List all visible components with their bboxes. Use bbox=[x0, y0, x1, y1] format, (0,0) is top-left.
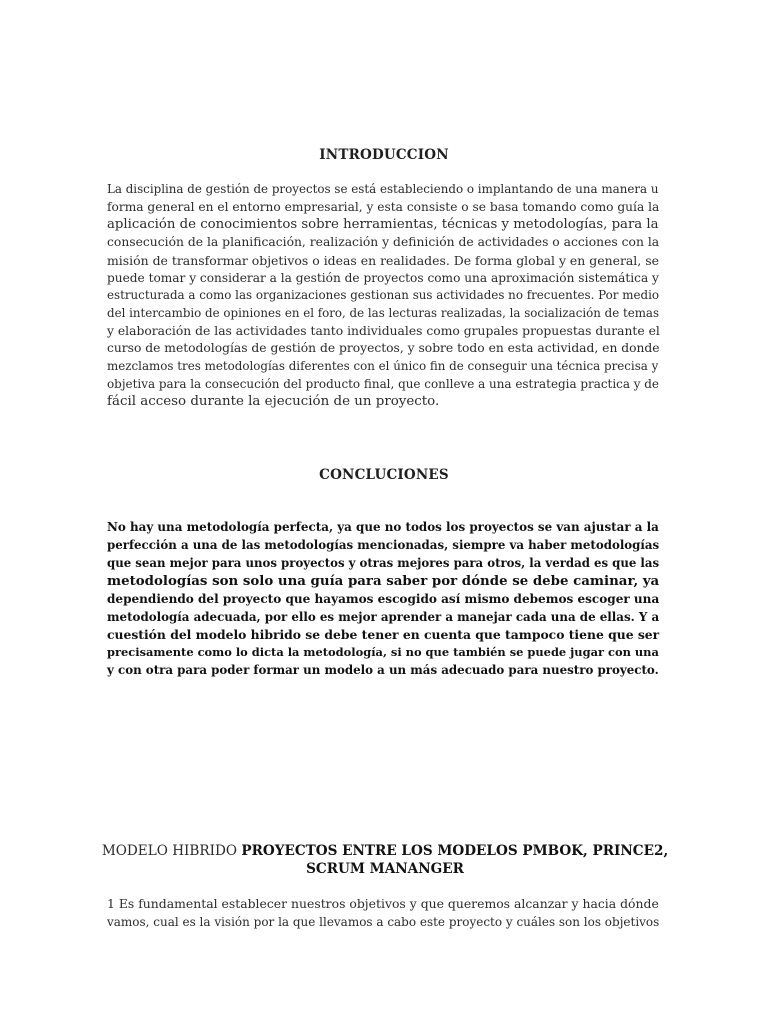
text-line: 1 Es fundamental establecer nuestros objetivos y que queremos alcanzar y hacia dónde bbox=[107, 896, 659, 911]
introduccion-heading: INTRODUCCION bbox=[319, 147, 449, 163]
text-line: consecución de la planificación, realización y definición de actividades o acciones con la bbox=[107, 235, 660, 250]
text-line: precisamente como lo dicta la metodología, si no que también se puede jugar con una bbox=[107, 645, 659, 660]
text-line: fácil acceso durante la ejecución de un proyecto. bbox=[107, 394, 440, 410]
modelo-hibrido-title-line2: SCRUM MANANGER bbox=[306, 861, 464, 877]
text-line: misión de transformar objetivos o ideas en realidades. De forma global y en general, se bbox=[107, 252, 659, 268]
introduccion-paragraph bbox=[107, 181, 659, 411]
text-line: vamos, cual es la visión por la que llevamos a cabo este proyecto y cuáles son los objetivos bbox=[107, 915, 660, 929]
modelo-paragraph bbox=[107, 894, 659, 932]
text-line: metodología adecuada, por ello es mejor aprender a manejar cada una de ellas. Y a bbox=[107, 609, 660, 624]
text-line: metodologías son solo una guía para saber por dónde se debe caminar, ya bbox=[107, 572, 660, 589]
text-line: mezclamos tres metodologías diferentes con el único fin de conseguir una técnica precisa y bbox=[107, 359, 659, 374]
text-line: perfección a una de las metodologías mencionadas, siempre va haber metodologías bbox=[107, 537, 660, 552]
text-line: y con otra para poder formar un modelo a un más adecuado para nuestro proyecto. bbox=[107, 663, 659, 678]
text-line: No hay una metodología perfecta, ya que no todos los proyectos se van ajustar a la bbox=[107, 520, 659, 534]
text-line: del intercambio de opiniones en el foro, de las lecturas realizadas, la socialización de temas bbox=[107, 305, 660, 320]
text-line: aplicación de conocimientos sobre herramientas, técnicas y metodologías, para la bbox=[107, 217, 659, 233]
text-line: y elaboración de las actividades tanto individuales como grupales propuestas durante el bbox=[107, 323, 660, 338]
modelo-hibrido-title-part2: PROYECTOS ENTRE LOS MODELOS PMBOK, PRINCE2, bbox=[241, 843, 669, 859]
conclusiones-heading: CONCLUCIONES bbox=[319, 467, 449, 483]
text-line: forma general en el entorno empresarial, y esta consiste o se basa tomando como guía la bbox=[107, 199, 660, 214]
conclusiones-paragraph bbox=[107, 519, 659, 680]
text-line: puede tomar y considerar a la gestión de proyectos como una aproximación sistemática y bbox=[107, 270, 659, 285]
text-line: curso de metodologías de gestión de proyectos, y sobre todo en esta actividad, en donde bbox=[107, 341, 660, 356]
modelo-hibrido-heading bbox=[80, 842, 690, 878]
text-line: dependiendo del proyecto que hayamos escogido así mismo debemos escoger una bbox=[107, 591, 660, 606]
text-line: cuestión del modelo hibrido se debe tener en cuenta que tampoco tiene que ser bbox=[107, 627, 660, 643]
text-line: objetiva para la consecución del producto final, que conlleve a una estrategia practica y de bbox=[107, 376, 659, 391]
text-line: La disciplina de gestión de proyectos se está estableciendo o implantando de una manera u bbox=[107, 182, 659, 196]
modelo-hibrido-title-part1: MODELO HIBRIDO bbox=[101, 843, 238, 859]
text-line: que sean mejor para unos proyectos y otras mejores para otros, la verdad es que las bbox=[107, 555, 660, 570]
text-line: estructurada a como las organizaciones gestionan sus actividades no frecuentes. Por medio bbox=[107, 288, 660, 303]
